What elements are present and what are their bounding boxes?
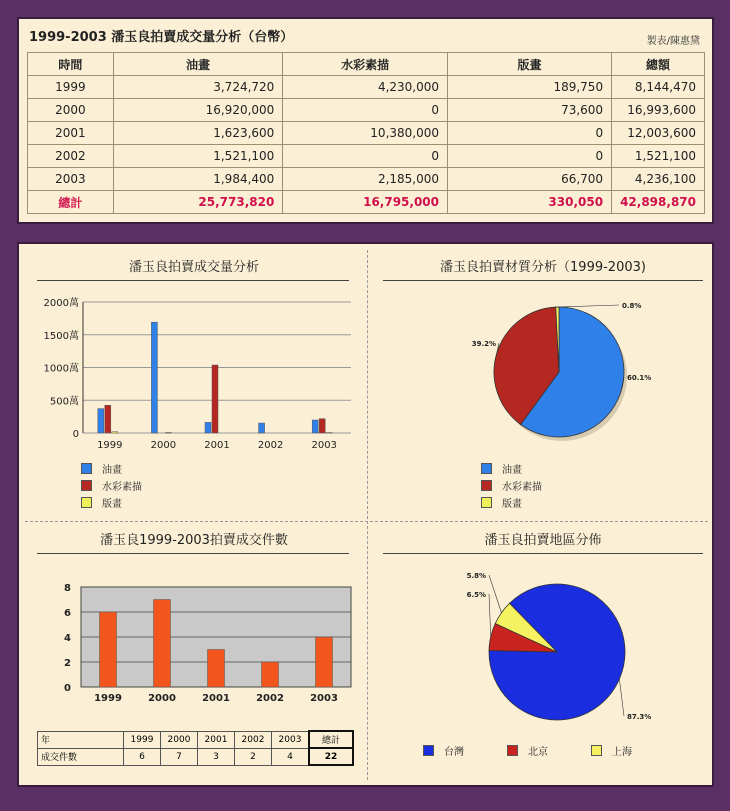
bar xyxy=(151,322,157,433)
table-total-row xyxy=(28,191,705,214)
legend-swatch xyxy=(591,745,602,756)
pie-label: 87.3% xyxy=(627,713,652,721)
bar xyxy=(208,650,225,688)
bar xyxy=(319,419,325,433)
table-header-row xyxy=(28,53,705,76)
x-tick-label: 2003 xyxy=(311,440,337,451)
col-total: 總額 xyxy=(612,53,705,76)
table-cell: 0 xyxy=(283,145,448,168)
x-tick-label: 2000 xyxy=(150,440,177,451)
x-tick-label: 2003 xyxy=(310,693,338,704)
col-print: 版畫 xyxy=(448,53,612,76)
chart1-title: 潘玉良拍賣成交量分析 xyxy=(128,260,259,275)
bar xyxy=(98,409,104,433)
pie-label: 5.8% xyxy=(466,572,486,580)
legend-label: 北京 xyxy=(528,747,548,758)
horizontal-divider xyxy=(25,521,708,522)
legend-swatch xyxy=(481,497,492,508)
table-cell: 1,521,100 xyxy=(113,145,283,168)
count-table xyxy=(37,730,354,766)
table-cell: 4,230,000 xyxy=(283,76,448,99)
sales-table xyxy=(27,52,705,214)
legend-item-watercolor xyxy=(481,477,542,494)
chart3-rule xyxy=(37,553,349,554)
legend-label: 版畫 xyxy=(502,499,522,510)
bar xyxy=(154,600,171,688)
pie-label: 60.1% xyxy=(627,374,652,382)
legend-item-oil xyxy=(481,460,542,477)
legend-label: 油畫 xyxy=(102,465,122,476)
bar xyxy=(259,423,265,433)
vertical-divider xyxy=(367,250,368,780)
x-tick-label: 2001 xyxy=(204,440,230,451)
table-cell: 2003 xyxy=(272,731,310,748)
y-tick-label: 1500萬 xyxy=(43,330,79,342)
table-cell: 1999 xyxy=(124,731,161,748)
table-cell: 1,984,400 xyxy=(113,168,283,191)
table-cell: 2001 xyxy=(28,122,114,145)
table-cell: 年 xyxy=(38,731,124,748)
y-tick-label: 2000萬 xyxy=(43,298,79,309)
table-row xyxy=(28,168,705,191)
legend-label: 水彩素描 xyxy=(502,482,542,493)
table-cell: 成交件數 xyxy=(38,748,124,765)
table-row xyxy=(28,76,705,99)
legend-label: 上海 xyxy=(612,747,632,758)
table-cell: 2002 xyxy=(235,731,272,748)
table-cell: 0 xyxy=(283,99,448,122)
legend-swatch xyxy=(507,745,518,756)
table-cell: 2001 xyxy=(198,731,235,748)
table-cell: 2000 xyxy=(161,731,198,748)
table-cell: 2 xyxy=(235,748,272,765)
chart2-plot xyxy=(369,288,709,458)
chart2-title: 潘玉良拍賣材質分析（1999-2003) xyxy=(440,260,646,275)
legend-item-taiwan xyxy=(423,742,507,759)
legend-swatch xyxy=(481,480,492,491)
chart4-title: 潘玉良拍賣地區分佈 xyxy=(484,533,602,548)
table-cell: 1,521,100 xyxy=(612,145,705,168)
table-cell: 25,773,820 xyxy=(113,191,283,214)
table-cell: 6 xyxy=(124,748,161,765)
bar xyxy=(262,662,279,687)
y-tick-label: 0 xyxy=(72,429,79,440)
table-cell: 4,236,100 xyxy=(612,168,705,191)
y-tick-label: 0 xyxy=(64,683,71,694)
table-cell: 總計 xyxy=(309,731,353,748)
y-tick-label: 6 xyxy=(64,608,71,619)
col-watercolor: 水彩素描 xyxy=(283,53,448,76)
pie-label: 6.5% xyxy=(466,591,486,599)
table-row xyxy=(28,122,705,145)
legend-label: 台灣 xyxy=(444,747,464,758)
y-tick-label: 500萬 xyxy=(49,396,79,408)
chart4-rule xyxy=(383,553,703,554)
x-tick-label: 1999 xyxy=(97,440,123,451)
y-tick-label: 8 xyxy=(64,583,71,594)
table-cell: 16,795,000 xyxy=(283,191,448,214)
pie-label: 0.8% xyxy=(622,302,642,310)
table-cell: 2000 xyxy=(28,99,114,122)
bar xyxy=(105,405,111,433)
table-cell: 2,185,000 xyxy=(283,168,448,191)
leader-line xyxy=(557,305,619,307)
chart1-legend xyxy=(81,460,142,511)
legend-item-watercolor xyxy=(81,477,142,494)
leader-line xyxy=(489,594,491,637)
legend-item-print xyxy=(481,494,542,511)
legend-item-beijing xyxy=(507,742,591,759)
chart4-legend xyxy=(423,742,632,759)
summary-title: 1999-2003 潘玉良拍賣成交量分析（台幣） xyxy=(29,30,294,45)
legend-label: 版畫 xyxy=(102,499,122,510)
x-tick-label: 2001 xyxy=(202,693,230,704)
table-cell: 73,600 xyxy=(448,99,612,122)
count-table-year-row xyxy=(38,731,354,748)
chart3-plot xyxy=(19,577,359,712)
y-tick-label: 4 xyxy=(64,633,71,644)
leader-line xyxy=(619,679,624,716)
bar xyxy=(212,365,218,433)
legend-swatch xyxy=(81,497,92,508)
summary-panel xyxy=(17,17,714,224)
credit: 製表/陳惠黛 xyxy=(646,36,700,47)
bar xyxy=(316,637,333,687)
legend-item-print xyxy=(81,494,142,511)
table-cell: 3 xyxy=(198,748,235,765)
table-cell: 0 xyxy=(448,122,612,145)
table-cell: 4 xyxy=(272,748,310,765)
charts-panel xyxy=(17,242,714,787)
legend-item-shanghai xyxy=(591,742,632,759)
y-tick-label: 1000萬 xyxy=(43,363,79,375)
table-cell: 0 xyxy=(448,145,612,168)
chart3-title: 潘玉良1999-2003拍賣成交件數 xyxy=(100,533,288,548)
table-cell: 12,003,600 xyxy=(612,122,705,145)
legend-label: 油畫 xyxy=(502,465,522,476)
col-time: 時間 xyxy=(28,53,114,76)
table-cell: 8,144,470 xyxy=(612,76,705,99)
bar xyxy=(205,422,211,433)
legend-swatch xyxy=(81,463,92,474)
table-cell: 330,050 xyxy=(448,191,612,214)
pie-label: 39.2% xyxy=(471,340,496,348)
table-cell: 1999 xyxy=(28,76,114,99)
table-cell: 3,724,720 xyxy=(113,76,283,99)
x-tick-label: 1999 xyxy=(94,693,122,704)
col-oil: 油畫 xyxy=(113,53,283,76)
count-table-count-row xyxy=(38,748,354,765)
legend-label: 水彩素描 xyxy=(102,482,142,493)
chart1-rule xyxy=(37,280,349,281)
y-tick-label: 2 xyxy=(64,658,71,669)
legend-swatch xyxy=(423,745,434,756)
table-cell: 2003 xyxy=(28,168,114,191)
table-cell: 7 xyxy=(161,748,198,765)
table-row xyxy=(28,145,705,168)
bar xyxy=(100,612,117,687)
table-cell: 10,380,000 xyxy=(283,122,448,145)
x-tick-label: 2002 xyxy=(256,693,284,704)
chart2-legend xyxy=(481,460,542,511)
table-cell: 總計 xyxy=(28,191,114,214)
table-cell: 42,898,870 xyxy=(612,191,705,214)
table-cell: 2002 xyxy=(28,145,114,168)
table-cell: 22 xyxy=(309,748,353,765)
bar xyxy=(312,420,318,433)
table-cell: 16,920,000 xyxy=(113,99,283,122)
leader-line xyxy=(489,575,501,613)
table-cell: 66,700 xyxy=(448,168,612,191)
table-cell: 1,623,600 xyxy=(113,122,283,145)
x-tick-label: 2000 xyxy=(148,693,176,704)
table-cell: 189,750 xyxy=(448,76,612,99)
table-row xyxy=(28,99,705,122)
chart4-plot xyxy=(369,566,709,736)
x-tick-label: 2002 xyxy=(257,440,284,451)
bar xyxy=(112,432,118,433)
chart1-plot xyxy=(19,288,359,458)
table-cell: 16,993,600 xyxy=(612,99,705,122)
legend-swatch xyxy=(481,463,492,474)
chart2-rule xyxy=(383,280,703,281)
legend-swatch xyxy=(81,480,92,491)
legend-item-oil xyxy=(81,460,142,477)
